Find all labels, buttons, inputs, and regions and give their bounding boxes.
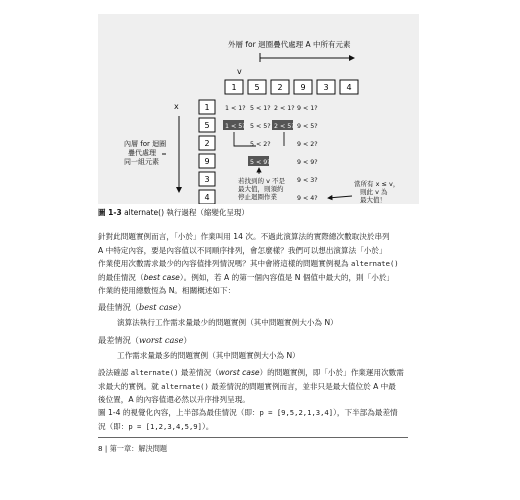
- middle-note-line1: 若找到的 v 不是: [238, 177, 285, 185]
- code-run: p = [9,5,2,1,3,4]: [259, 408, 334, 417]
- right-note-line2: 則此 v 為: [360, 188, 388, 196]
- text-run: 最差情況（: [178, 368, 219, 377]
- column-value: 4: [204, 193, 210, 202]
- comparison: 9 < 5?: [297, 123, 318, 130]
- column-value: 3: [204, 175, 210, 184]
- middle-note-line3: 停止迴圈作業: [238, 193, 277, 201]
- caption-text: alternate() 執行過程（縮變化呈現）: [124, 208, 249, 217]
- text-run: ）: [177, 302, 186, 312]
- v-label: v: [237, 67, 242, 76]
- column-value: 2: [204, 139, 210, 148]
- comparison: 9 < 4?: [297, 195, 318, 202]
- comparison-highlight: 1 < 5?: [225, 123, 246, 130]
- comparison-highlight: 2 < 5?: [274, 123, 295, 130]
- footer-divider: [98, 437, 408, 438]
- term-run: best case: [138, 302, 178, 312]
- text-run: 的最佳情況（: [98, 272, 144, 282]
- top-annotation: 外層 for 迴圈疊代處理 A 中所有元素: [228, 40, 351, 49]
- paragraph-1-line: 作業的使用總數恆為 N。相關概述如下：: [98, 286, 236, 296]
- best-case-definition: 演算法執行工作需求量最少的問題實例（其中問題實例大小為 N）: [117, 318, 338, 327]
- top-row-value: 1: [231, 83, 237, 92]
- top-row-value: 4: [346, 83, 352, 92]
- left-annotation-line1: 內層 for 迴圈: [124, 140, 167, 148]
- right-note-arrow: [328, 196, 352, 198]
- paragraph-2-line: [98, 366, 428, 380]
- text-run: 最差情況的問題實例而言，並非只是最大值位於 A 中最: [208, 381, 396, 391]
- caption-label: 圖 1-3: [98, 208, 122, 217]
- top-row-value: 5: [254, 83, 260, 92]
- page-footer: 8 | 第一章：解決問題: [98, 444, 168, 453]
- text-run: 求最大的實例。就: [98, 381, 162, 391]
- best-case-heading: [98, 302, 186, 313]
- text-run: 最差情況（: [98, 335, 139, 345]
- comparison: 2 < 1?: [274, 105, 295, 112]
- code-run: alternate(): [130, 368, 179, 377]
- column: [199, 100, 215, 204]
- left-annotation-line3: 同一組元素: [124, 158, 159, 166]
- code-run: alternate(): [351, 259, 399, 269]
- x-label: x: [174, 102, 179, 111]
- top-row-value: 3: [323, 83, 329, 92]
- text-run: ）的問題實例，即「小於」作業運用次數需: [259, 368, 404, 377]
- term-run: worst case: [218, 368, 260, 377]
- top-row-value: 9: [300, 83, 306, 92]
- comparison: 5 < 2?: [250, 141, 271, 148]
- worst-case-definition: 工作需求量最多的問題實例（其中問題實例大小為 N）: [117, 351, 300, 360]
- right-note-line3: 最大值！: [360, 196, 386, 204]
- term-run: best case: [143, 272, 180, 282]
- text-run: 圖 1-4 的視覺化內容，上半部為最佳情況（即：: [98, 408, 260, 417]
- paragraph-1-line: [98, 271, 428, 285]
- paragraph-1-line: 針對此問題實例而言，「小於」作業叫用 14 次。不過此演算法的實際總次數取決於串列: [98, 232, 390, 241]
- comparison: 9 < 2?: [297, 141, 318, 148]
- text-run: 作業使用次數需求最少的內容值排列情況嗎？其中會將這樣的問題實例視為: [98, 259, 352, 269]
- left-annotation-line2: 疊代處理: [128, 149, 156, 157]
- figure-caption: [98, 207, 249, 218]
- paragraph-3-line: [98, 406, 428, 420]
- text-run: ）。例如，若 A 的第一個內容值是 N 個值中最大的，則「小於」: [179, 272, 395, 282]
- comparison: 5 < 1?: [250, 105, 271, 112]
- column-value: 1: [204, 103, 210, 112]
- term-run: worst case: [138, 335, 184, 345]
- code-run: p = [1,2,3,4,5,9]: [128, 421, 202, 431]
- column-value: 5: [204, 121, 210, 130]
- top-row-value: 2: [277, 83, 283, 92]
- paragraph-2-line: [98, 380, 428, 394]
- paragraph-3-line: [98, 420, 428, 434]
- comparison: 1 < 1?: [225, 105, 246, 112]
- right-note-line1: 當所有 x ≤ v，: [354, 180, 400, 188]
- text-run: 設法確認: [98, 368, 131, 377]
- comparison: 9 < 9?: [297, 159, 318, 166]
- paragraph-1-line: [98, 257, 428, 271]
- paragraph-1-line: A 中特定內容，要是內容值以不同順序排列，會怎麼樣？我們可以想出演算法「小於」: [98, 245, 387, 255]
- paragraph-2: [98, 366, 428, 407]
- text-run: ），下半部為最差情: [333, 408, 398, 417]
- comparison: 5 < 5?: [250, 123, 271, 130]
- comparison: 9 < 1?: [297, 105, 318, 112]
- comparison: 9 < 3?: [297, 177, 318, 184]
- paragraph-1: [98, 230, 428, 298]
- middle-note-line2: 最大值，則須約: [238, 185, 284, 193]
- top-row: [225, 80, 358, 94]
- text-run: 最佳情況（: [98, 302, 139, 312]
- worst-case-heading: [98, 335, 192, 346]
- paragraph-2-line: 後位置，A 的內容值還必然以升序排列呈現。: [98, 395, 250, 405]
- figure-diagram: [98, 14, 419, 204]
- text-run: 況（即：: [98, 421, 129, 431]
- text-run: ）: [183, 335, 192, 345]
- column-value: 9: [204, 157, 210, 166]
- code-run: alternate(): [161, 381, 209, 391]
- figure-alternate-execution: [98, 14, 419, 204]
- paragraph-3: [98, 406, 428, 433]
- text-run: ）。: [201, 421, 214, 431]
- comparison-highlight: 5 < 9?: [250, 159, 271, 166]
